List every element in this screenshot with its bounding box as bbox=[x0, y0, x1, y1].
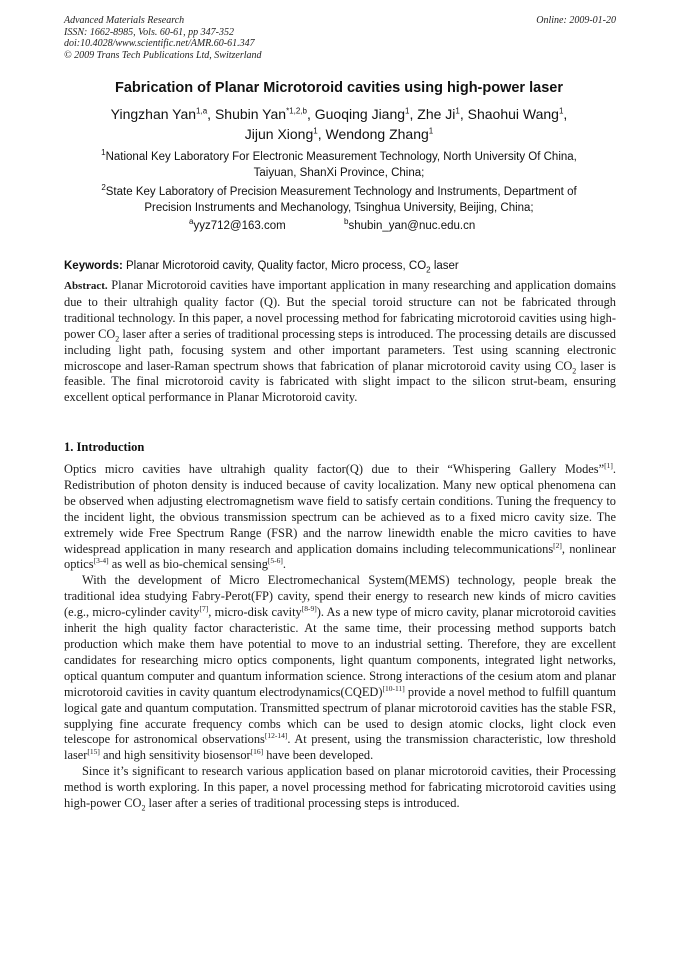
citation: [16] bbox=[250, 747, 264, 757]
citation: [10-11] bbox=[382, 683, 405, 693]
author: Shubin Yan$^{*1,2,b}$, bbox=[214, 106, 315, 122]
text-run: , nonlinear optics bbox=[64, 541, 616, 572]
introduction-body bbox=[64, 462, 616, 812]
text-run: Since it’s significant to research various application based on planar microtoroid cavities, their Processing method is worth exploring. In this paper, a novel processing method for fabricating microtoroid cavities using high-power CO bbox=[64, 764, 616, 811]
text-run: as well as bio-chemical sensing bbox=[108, 557, 268, 572]
author: Wendong Zhang$^1$ bbox=[325, 126, 434, 142]
author: Shaohui Wang$^1$, bbox=[467, 106, 568, 122]
text-run: laser after a series of traditional processing steps is introduced. bbox=[145, 796, 460, 811]
text-run: . Redistribution of photon density is induced because of cavity localization. Many new optical phenomena can be observed when adjusting electromagnetism wave field to satisfy certain conditions. Tuning the frequency to the incident light, the obvious transmission spectrum can be achieved as to a fixed micro cavity size. The extremely wide Free Spectrum Range (FSR) and the narrow linewidth enable the micro cavities to have widespread application in many research and application domains including telecommunications bbox=[64, 462, 616, 556]
journal-header bbox=[64, 15, 616, 61]
paragraph bbox=[64, 462, 616, 573]
citation: [7] bbox=[199, 604, 209, 614]
text-run: have been developed. bbox=[263, 748, 374, 763]
keywords-label: Keywords: bbox=[64, 260, 123, 272]
email-a: $^a$yyz712@163.com bbox=[189, 217, 286, 232]
citation: [1] bbox=[604, 460, 613, 470]
text-run: . At present, using the transmission characteristic, low threshold laser bbox=[64, 732, 616, 763]
author: Guoqing Jiang$^1$, bbox=[314, 106, 418, 122]
abstract: Abstract. Planar Microtoroid cavities have important application in many researching and application domains due to their ultrahigh quality factor (Q). But the special toroid structure can not be fabricated through traditional technology. In this paper, a novel processing method for fabricating microtoroid cavities using high-power $CO_2$ laser after a series of traditional processing steps is introduced. The processing details are discussed including light path, focusing system and other important parameters. Test using scanning electronic microscope and laser-Raman spectrum shows that fabrication of planar microtoroid cavity using $CO_2$ laser is feasible. The final microtoroid cavity is fabricated with slight impact to the silicon strut-beam, ensuring excellent optical performance in Planar Microtoroid cavity. bbox=[64, 278, 616, 405]
citation: [2] bbox=[553, 540, 562, 550]
affiliation-2: $^2$State Key Laboratory of Precision Measurement Technology and Instruments, Department of Precision Instruments and Mechanology, Tsinghua University, Beijing, China; bbox=[101, 183, 577, 214]
citation: [3-4] bbox=[93, 556, 109, 566]
journal-name: Advanced Materials Research bbox=[64, 15, 185, 26]
author-list bbox=[40, 104, 638, 144]
text-run: and high sensitivity biosensor bbox=[99, 748, 251, 763]
citation: [15] bbox=[87, 747, 100, 757]
author: Zhe Ji$^1$, bbox=[417, 106, 468, 122]
text-run: With the development of Micro Electromechanical System(MEMS) technology, people break the traditional idea studying Fabry-Perot(FP) cavity, spend their energy to research new kinds of micro cavities (e.g., micro-cylinder cavity bbox=[64, 573, 616, 620]
text-run: ). As a new type of micro cavity, planar microtoroid cavities inherit the high quality factor characteristic. At the same time, their processing method supports batch production which make them have potential to move to an industrial setting. Therefore, they are excellent candidates for researching micro optics components, light quantum components, integrated light networks, optical quantum computer and quantum information science. Strong interactions of the cesium atom and planar microtoroid cavities in cavity quantum electrodynamics(CQED) bbox=[64, 605, 616, 699]
text-run: Optics micro cavities have ultrahigh quality factor(Q) due to their “Whispering Gallery Modes” bbox=[64, 462, 605, 476]
abstract-label: Abstract. bbox=[64, 280, 108, 292]
subscript: 2 bbox=[141, 803, 146, 813]
author: Jijun Xiong$^1$, bbox=[244, 126, 326, 142]
citation: [12-14] bbox=[264, 731, 288, 741]
paper-title: Fabrication of Planar Microtoroid cavities using high-power laser bbox=[115, 80, 563, 96]
journal-doi: doi:10.4028/www.scientific.net/AMR.60-61.347 bbox=[64, 38, 255, 49]
text-run: , micro-disk cavity bbox=[208, 605, 302, 620]
keywords: Keywords: Planar Microtoroid cavity, Quality factor, Micro process, $CO_2$ laser bbox=[64, 260, 459, 275]
citation: [5-6] bbox=[267, 556, 283, 566]
online-date: Online: 2009-01-20 bbox=[536, 15, 616, 26]
paragraph bbox=[64, 573, 616, 764]
email-b: $^b$shubin_yan@nuc.edu.cn bbox=[344, 217, 476, 232]
journal-copyright: © 2009 Trans Tech Publications Ltd, Switzerland bbox=[64, 49, 262, 61]
author: Yingzhan Yan$^{1,a}$, bbox=[110, 106, 215, 122]
paragraph bbox=[64, 764, 616, 812]
affiliation-1: $^1$National Key Laboratory For Electronic Measurement Technology, North University Of China, Taiyuan, ShanXi Province, China; bbox=[101, 148, 577, 179]
citation: [8-9] bbox=[301, 604, 317, 614]
text-run: provide a novel method to fulfill quantum logical gate and quantum computation. Transmitted spectrum of planar microtoroid cavities has the stable FSR, supplying fine accurate frequency combs which can be used to design atomic clocks, light clock even telescope for astronomical observations bbox=[64, 684, 616, 747]
section-heading: 1. Introduction bbox=[64, 440, 145, 454]
journal-issn: ISSN: 1662-8985, Vols. 60-61, pp 347-352 bbox=[64, 26, 234, 38]
text-run: . bbox=[282, 557, 287, 572]
